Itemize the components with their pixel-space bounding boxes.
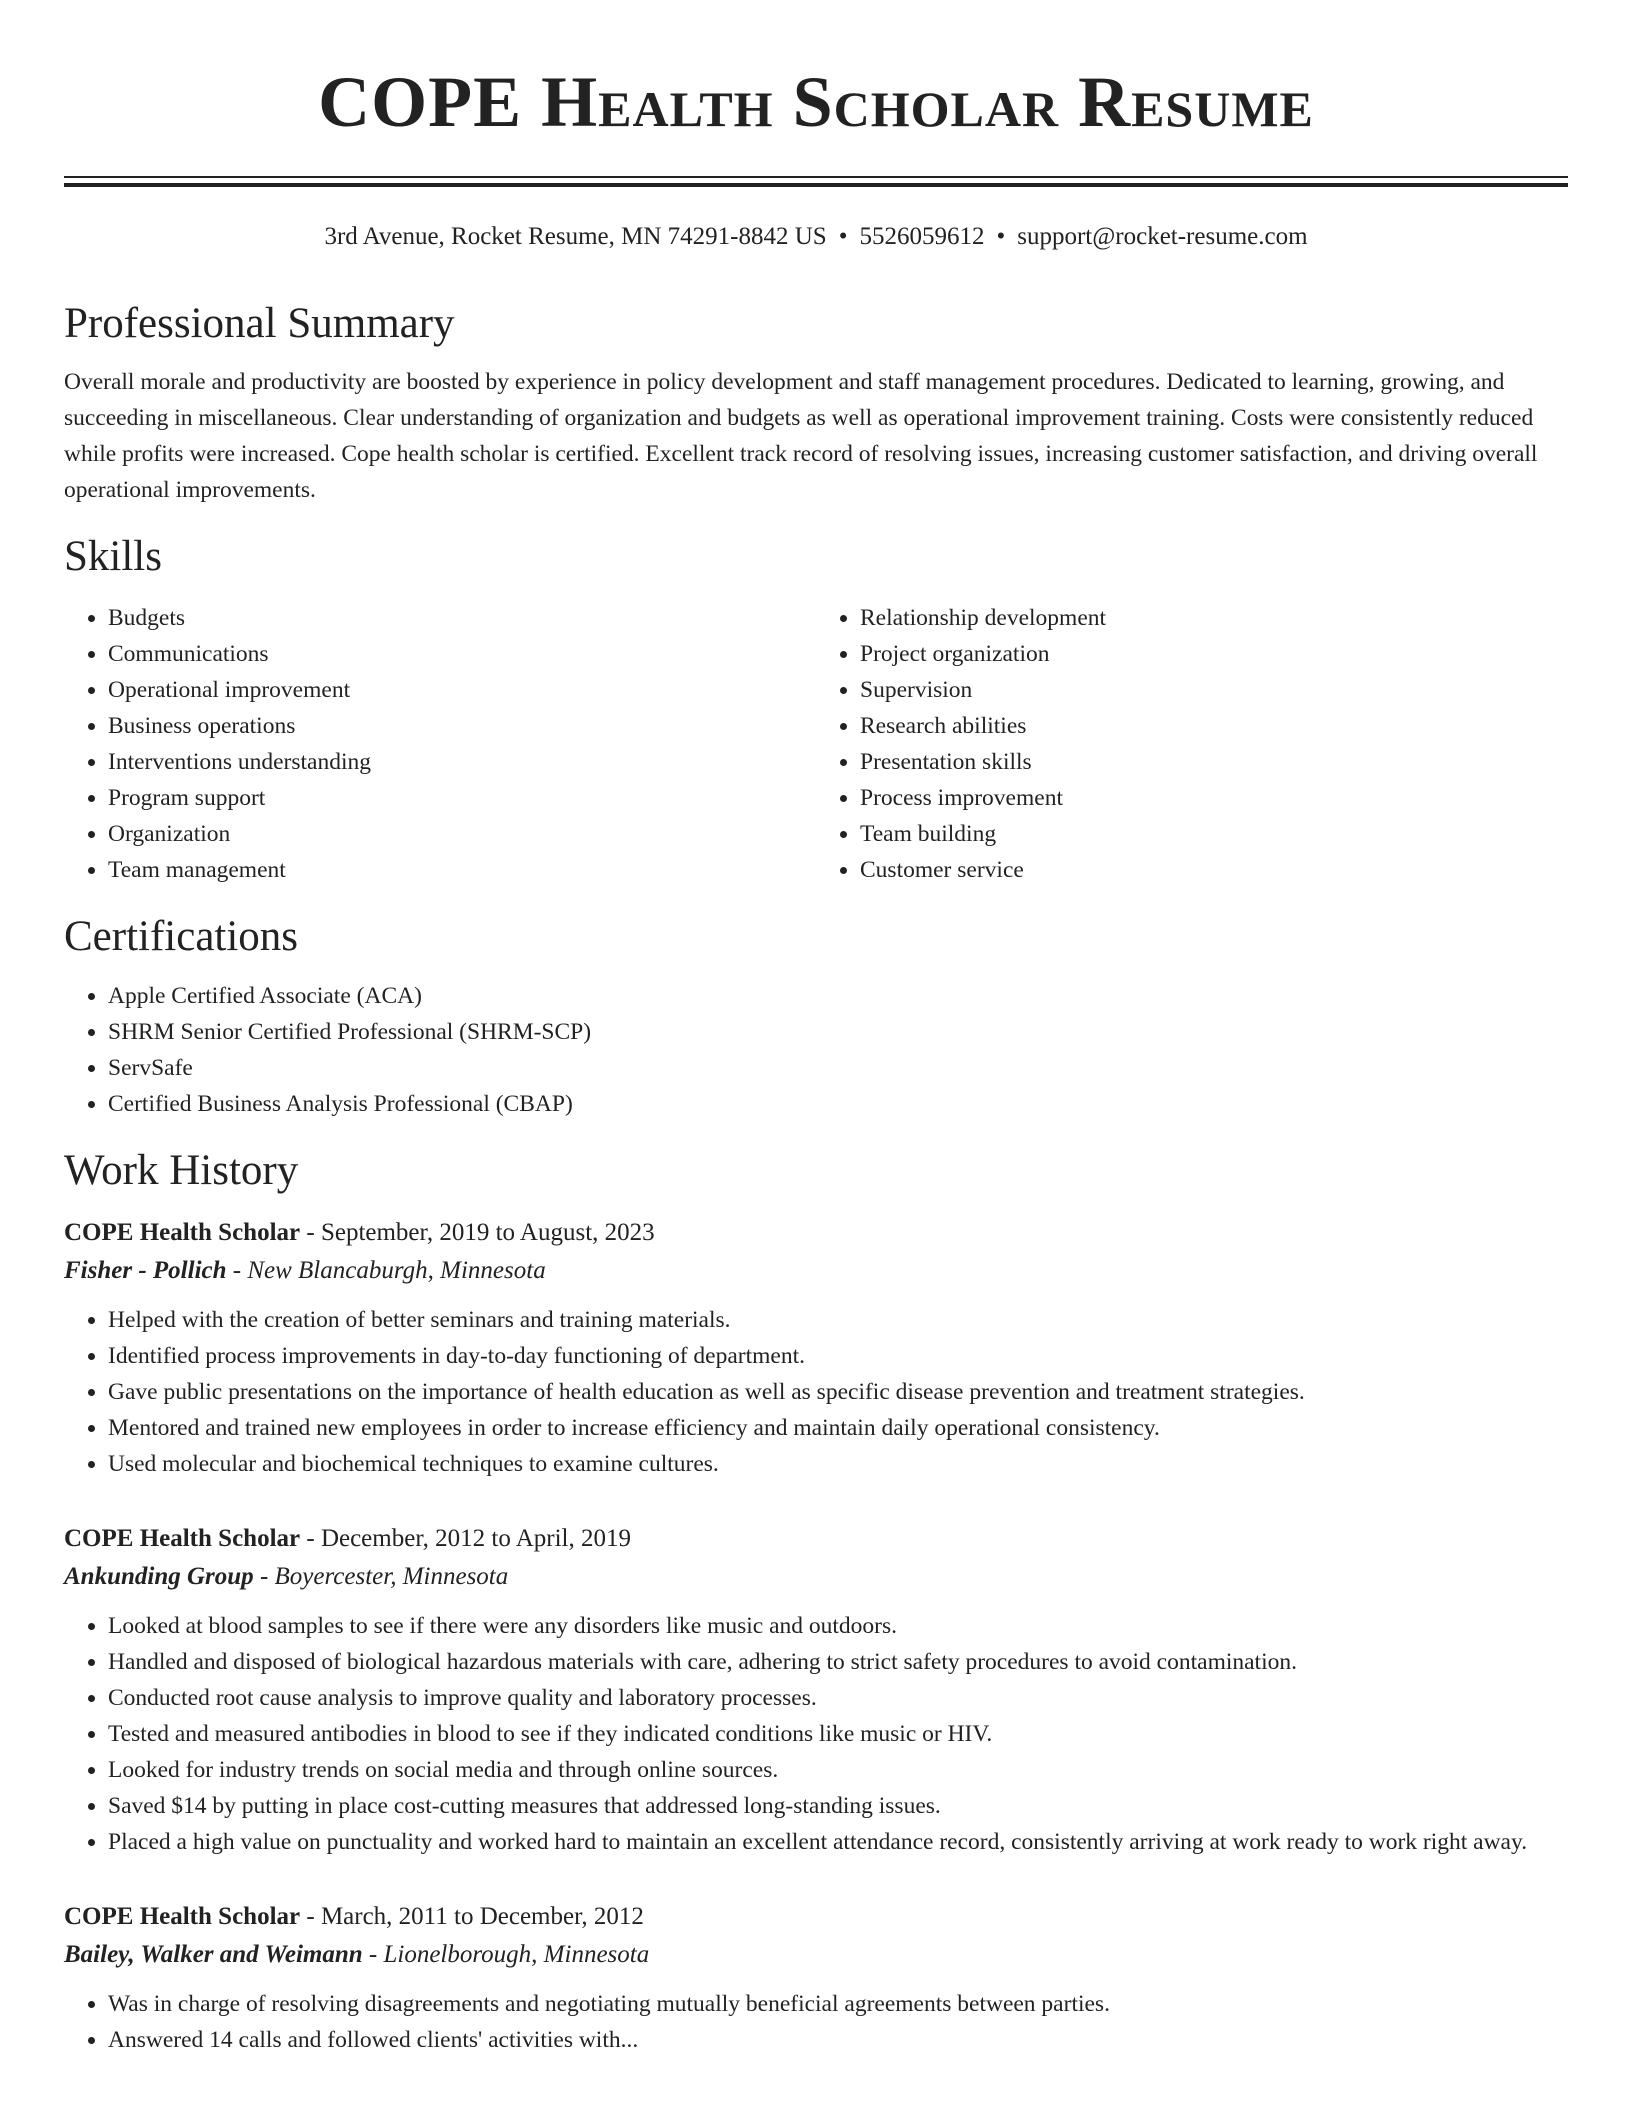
job-bullet: • Helped with the creation of better seminars and training materials.	[108, 1302, 1568, 1338]
contact-email: support@rocket-resume.com	[1017, 223, 1308, 250]
contact-phone: 5526059612	[859, 223, 985, 250]
job-title-line	[64, 1898, 1568, 1936]
job-bullet: • Looked at blood samples to see if there were any disorders like music and outdoors.	[108, 1608, 1568, 1644]
contact-address: 3rd Avenue, Rocket Resume, MN 74291-8842 US	[324, 223, 827, 250]
job-role: COPE Health Scholar	[64, 1219, 301, 1246]
skill-item: • Research abilities	[860, 708, 1568, 744]
job-title-line	[64, 1214, 1568, 1252]
job-company-line	[64, 1936, 1568, 1974]
certification-item: • Apple Certified Associate (ACA)	[108, 978, 1568, 1014]
job-dash: -	[232, 1257, 242, 1284]
job-company-line	[64, 1252, 1568, 1290]
skill-item: • Budgets	[108, 600, 816, 636]
job-bullet: • Used molecular and biochemical techniques to examine cultures.	[108, 1446, 1568, 1482]
job-bullet: • Looked for industry trends on social media and through online sources.	[108, 1752, 1568, 1788]
job-dash: -	[259, 1563, 269, 1590]
certifications-list	[64, 978, 1568, 1122]
job-dates: December, 2012 to April, 2019	[320, 1525, 631, 1552]
work-history-heading: Work History	[64, 1147, 299, 1194]
skills-grid	[64, 600, 1568, 888]
job-dash: -	[306, 1219, 315, 1246]
job-location: Boyercester, Minnesota	[274, 1563, 509, 1590]
job-title-line	[64, 1520, 1568, 1558]
job-dates: March, 2011 to December, 2012	[320, 1903, 644, 1930]
certifications-heading: Certifications	[64, 913, 299, 960]
summary-text: Overall morale and productivity are boosted by experience in policy development and staff management procedures. Dedicated to learning, growing, and succeeding in miscellaneous. Clear understanding of organization and budgets as well as operational improvement training. Costs were consistently reduced while profits were increased. Cope health scholar is certified. Excellent track record of resolving issues, increasing customer satisfaction, and driving overall operational improvements.	[64, 369, 1538, 503]
contact-separator: •	[996, 223, 1006, 250]
skill-item: • Organization	[108, 816, 816, 852]
job-company: Fisher - Pollich	[64, 1257, 227, 1284]
job-bullet: • Tested and measured antibodies in blood to see if they indicated conditions like music or HIV.	[108, 1716, 1568, 1752]
summary-heading: Professional Summary	[64, 300, 455, 347]
skill-item: • Supervision	[860, 672, 1568, 708]
skill-item: • Presentation skills	[860, 744, 1568, 780]
job-dates: September, 2019 to August, 2023	[320, 1219, 655, 1246]
skill-item: • Project organization	[860, 636, 1568, 672]
job-bullet: • Mentored and trained new employees in order to increase efficiency and maintain daily operational consistency.	[108, 1410, 1568, 1446]
contact-line	[64, 221, 1568, 253]
skill-item: • Team management	[108, 852, 816, 888]
job-bullet: • Saved $14 by putting in place cost-cutting measures that addressed long-standing issues.	[108, 1788, 1568, 1824]
job-entry	[64, 1214, 1568, 1482]
job-location: Lionelborough, Minnesota	[383, 1941, 650, 1968]
job-bullet: • Handled and disposed of biological hazardous materials with care, adhering to strict safety procedures to avoid contamination.	[108, 1644, 1568, 1680]
job-company: Ankunding Group	[64, 1563, 254, 1590]
job-bullets	[64, 1986, 1568, 2058]
skills-heading: Skills	[64, 533, 162, 580]
job-entry	[64, 1520, 1568, 1860]
skill-item: • Business operations	[108, 708, 816, 744]
resume-title: COPE Health Scholar Resume	[318, 62, 1314, 142]
job-company: Bailey, Walker and Weimann	[64, 1941, 363, 1968]
title-double-rule	[64, 176, 1568, 187]
skill-item: • Program support	[108, 780, 816, 816]
skill-item: • Communications	[108, 636, 816, 672]
job-bullet: • Was in charge of resolving disagreements and negotiating mutually beneficial agreements between parties.	[108, 1986, 1568, 2022]
job-bullet: • Conducted root cause analysis to improve quality and laboratory processes.	[108, 1680, 1568, 1716]
job-bullets	[64, 1608, 1568, 1860]
certification-item: • ServSafe	[108, 1050, 1568, 1086]
job-entry	[64, 1898, 1568, 2058]
skill-item: • Team building	[860, 816, 1568, 852]
job-dash: -	[306, 1903, 315, 1930]
job-dash: -	[368, 1941, 378, 1968]
job-company-line	[64, 1558, 1568, 1596]
job-dash: -	[306, 1525, 315, 1552]
contact-separator: •	[838, 223, 848, 250]
job-role: COPE Health Scholar	[64, 1525, 301, 1552]
skill-item: • Interventions understanding	[108, 744, 816, 780]
certification-item: • SHRM Senior Certified Professional (SHRM-SCP)	[108, 1014, 1568, 1050]
job-location: New Blancaburgh, Minnesota	[247, 1257, 546, 1284]
job-bullet: • Answered 14 calls and followed clients' activities with...	[108, 2022, 1568, 2058]
job-role: COPE Health Scholar	[64, 1903, 301, 1930]
skill-item: • Customer service	[860, 852, 1568, 888]
certification-item: • Certified Business Analysis Professional (CBAP)	[108, 1086, 1568, 1122]
job-bullet: • Identified process improvements in day-to-day functioning of department.	[108, 1338, 1568, 1374]
skill-item: • Operational improvement	[108, 672, 816, 708]
skills-list-right	[816, 600, 1568, 888]
skill-item: • Relationship development	[860, 600, 1568, 636]
job-bullet: • Placed a high value on punctuality and worked hard to maintain an excellent attendance record, consistently arriving at work ready to work right away.	[108, 1824, 1568, 1860]
job-bullet: • Gave public presentations on the importance of health education as well as specific disease prevention and treatment strategies.	[108, 1374, 1568, 1410]
skills-list-left	[64, 600, 816, 888]
skill-item: • Process improvement	[860, 780, 1568, 816]
job-bullets	[64, 1302, 1568, 1482]
